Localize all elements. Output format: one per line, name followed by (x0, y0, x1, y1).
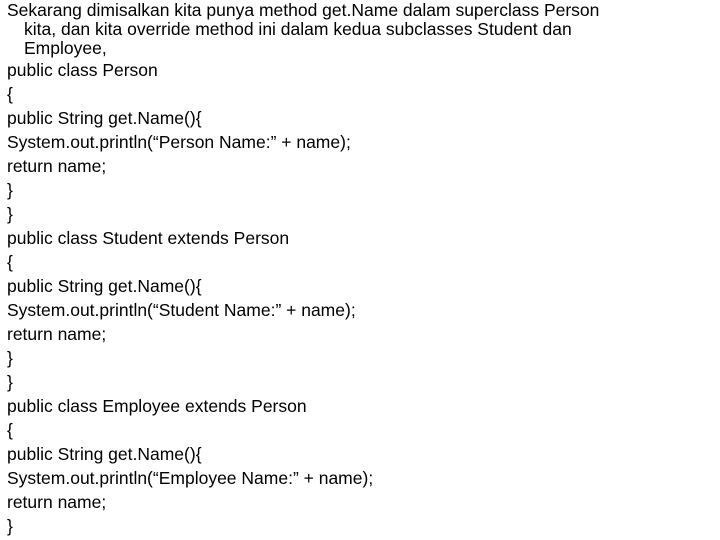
intro-paragraph (7, 1, 707, 58)
code-line: } (7, 516, 13, 536)
code-line: public class Student extends Person (7, 228, 290, 248)
code-line: } (7, 348, 13, 368)
code-line: System.out.println(“Employee Name:” + name); (7, 468, 374, 488)
code-line: { (7, 252, 13, 272)
code-line: System.out.println(“Student Name:” + name); (7, 300, 356, 320)
intro-line: Sekarang dimisalkan kita punya method get.Name dalam superclass Person (7, 0, 600, 20)
code-line: public class Employee extends Person (7, 396, 307, 416)
code-line: System.out.println(“Person Name:” + name); (7, 132, 351, 152)
code-line: public String get.Name(){ (7, 108, 202, 128)
code-line: public String get.Name(){ (7, 444, 202, 464)
intro-line: kita, dan kita override method ini dalam kedua subclasses Student dan (24, 19, 572, 39)
code-line: public String get.Name(){ (7, 276, 202, 296)
code-listing (7, 58, 707, 538)
code-line: { (7, 420, 13, 440)
code-line: } (7, 180, 13, 200)
code-line: } (7, 204, 13, 224)
code-line: return name; (7, 156, 107, 176)
code-line: return name; (7, 492, 107, 512)
slide-text-block (7, 1, 707, 538)
code-line: public class Person (7, 60, 158, 80)
code-line: { (7, 84, 13, 104)
code-line: return name; (7, 324, 107, 344)
intro-line: Employee, (24, 38, 107, 58)
code-line: } (7, 372, 13, 392)
